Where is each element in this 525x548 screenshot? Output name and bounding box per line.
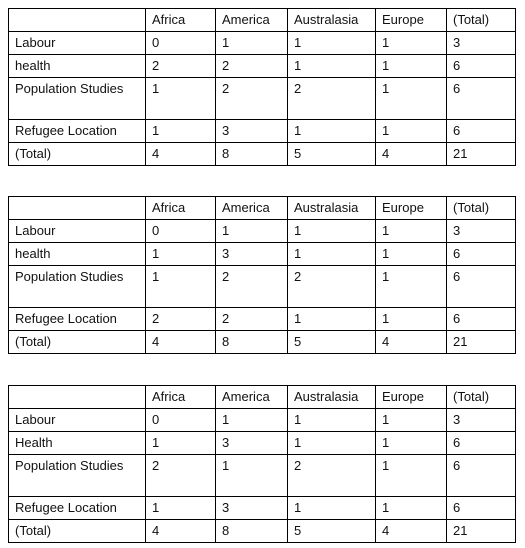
table-cell: 1 [376, 409, 447, 432]
header-cell [9, 9, 146, 32]
table-row [9, 266, 516, 308]
table-cell: 8 [216, 520, 288, 543]
table-row [9, 220, 516, 243]
row-label: Health [9, 432, 146, 455]
table-cell: 5 [288, 331, 376, 354]
table-cell: 21 [447, 143, 516, 166]
table-row [9, 55, 516, 78]
table-cell: 2 [216, 78, 288, 120]
header-cell: (Total) [447, 197, 516, 220]
table-cell: 0 [146, 220, 216, 243]
table-cell: 6 [447, 497, 516, 520]
table-row [9, 243, 516, 266]
table-cell: 1 [376, 220, 447, 243]
table-1 [8, 8, 516, 166]
total-row [9, 520, 516, 543]
table-cell: 4 [146, 143, 216, 166]
table-cell: 1 [288, 409, 376, 432]
table-cell: 1 [376, 243, 447, 266]
table-cell: 2 [146, 455, 216, 497]
table-cell: 8 [216, 331, 288, 354]
table-row [9, 409, 516, 432]
table-cell: 1 [216, 220, 288, 243]
table-cell: 2 [288, 455, 376, 497]
table-cell: 1 [146, 120, 216, 143]
table-cell: 1 [288, 497, 376, 520]
table-cell: 1 [146, 497, 216, 520]
table-cell: 1 [288, 55, 376, 78]
header-cell: America [216, 9, 288, 32]
table-cell: 1 [288, 120, 376, 143]
table-cell: 4 [146, 520, 216, 543]
table-cell: 1 [216, 409, 288, 432]
table-cell: 4 [376, 520, 447, 543]
table-cell: 2 [216, 55, 288, 78]
table-cell: 1 [376, 120, 447, 143]
header-cell: Australasia [288, 386, 376, 409]
header-cell: Australasia [288, 9, 376, 32]
row-label: Population Studies [9, 455, 146, 497]
table-cell: 1 [216, 455, 288, 497]
table-cell: 4 [376, 143, 447, 166]
header-row [9, 9, 516, 32]
table-cell: 21 [447, 520, 516, 543]
row-label: (Total) [9, 520, 146, 543]
table-cell: 1 [376, 497, 447, 520]
table-row [9, 455, 516, 497]
row-label: Population Studies [9, 266, 146, 308]
table-cell: 0 [146, 409, 216, 432]
table-cell: 3 [216, 497, 288, 520]
table-cell: 1 [288, 308, 376, 331]
table-cell: 3 [447, 409, 516, 432]
row-label: Labour [9, 220, 146, 243]
table-cell: 2 [146, 55, 216, 78]
header-row [9, 197, 516, 220]
table-cell: 3 [216, 432, 288, 455]
table-cell: 1 [146, 243, 216, 266]
table-cell: 1 [376, 266, 447, 308]
table-cell: 2 [288, 78, 376, 120]
table-row [9, 432, 516, 455]
header-cell: Africa [146, 386, 216, 409]
row-label: health [9, 243, 146, 266]
table-cell: 6 [447, 120, 516, 143]
row-label: Population Studies [9, 78, 146, 120]
table-cell: 1 [146, 432, 216, 455]
row-label: (Total) [9, 143, 146, 166]
table-cell: 1 [376, 308, 447, 331]
table-cell: 6 [447, 266, 516, 308]
table-cell: 5 [288, 143, 376, 166]
table-cell: 1 [376, 32, 447, 55]
table-cell: 1 [146, 266, 216, 308]
row-label: Refugee Location [9, 308, 146, 331]
table-cell: 6 [447, 78, 516, 120]
header-cell: Australasia [288, 197, 376, 220]
table-cell: 1 [288, 432, 376, 455]
table-cell: 6 [447, 432, 516, 455]
total-row [9, 331, 516, 354]
table-row [9, 78, 516, 120]
table-cell: 6 [447, 55, 516, 78]
table-3 [8, 385, 516, 543]
total-row [9, 143, 516, 166]
table-cell: 4 [146, 331, 216, 354]
row-label: Labour [9, 409, 146, 432]
table-cell: 1 [146, 78, 216, 120]
table-cell: 6 [447, 243, 516, 266]
row-label: health [9, 55, 146, 78]
table-cell: 3 [216, 243, 288, 266]
table-row [9, 32, 516, 55]
table-cell: 1 [288, 220, 376, 243]
table-cell: 2 [146, 308, 216, 331]
table-row [9, 497, 516, 520]
table-cell: 1 [376, 432, 447, 455]
table-cell: 3 [216, 120, 288, 143]
table-cell: 6 [447, 308, 516, 331]
row-label: Refugee Location [9, 120, 146, 143]
header-cell: Africa [146, 197, 216, 220]
table-cell: 1 [288, 32, 376, 55]
header-cell: Europe [376, 197, 447, 220]
table-2 [8, 196, 516, 354]
table-cell: 1 [216, 32, 288, 55]
table-cell: 2 [288, 266, 376, 308]
header-cell: (Total) [447, 386, 516, 409]
header-cell: (Total) [447, 9, 516, 32]
header-cell: America [216, 197, 288, 220]
table-cell: 1 [376, 55, 447, 78]
table-cell: 1 [288, 243, 376, 266]
table-cell: 3 [447, 32, 516, 55]
header-cell [9, 386, 146, 409]
header-cell: Africa [146, 9, 216, 32]
table-cell: 2 [216, 308, 288, 331]
table-cell: 6 [447, 455, 516, 497]
row-label: Labour [9, 32, 146, 55]
row-label: Refugee Location [9, 497, 146, 520]
table-cell: 4 [376, 331, 447, 354]
header-cell: Europe [376, 386, 447, 409]
table-cell: 5 [288, 520, 376, 543]
table-cell: 1 [376, 455, 447, 497]
header-cell: America [216, 386, 288, 409]
table-cell: 0 [146, 32, 216, 55]
table-cell: 21 [447, 331, 516, 354]
header-cell: Europe [376, 9, 447, 32]
table-row [9, 120, 516, 143]
header-cell [9, 197, 146, 220]
table-row [9, 308, 516, 331]
table-cell: 8 [216, 143, 288, 166]
table-cell: 1 [376, 78, 447, 120]
header-row [9, 386, 516, 409]
row-label: (Total) [9, 331, 146, 354]
table-cell: 3 [447, 220, 516, 243]
table-cell: 2 [216, 266, 288, 308]
